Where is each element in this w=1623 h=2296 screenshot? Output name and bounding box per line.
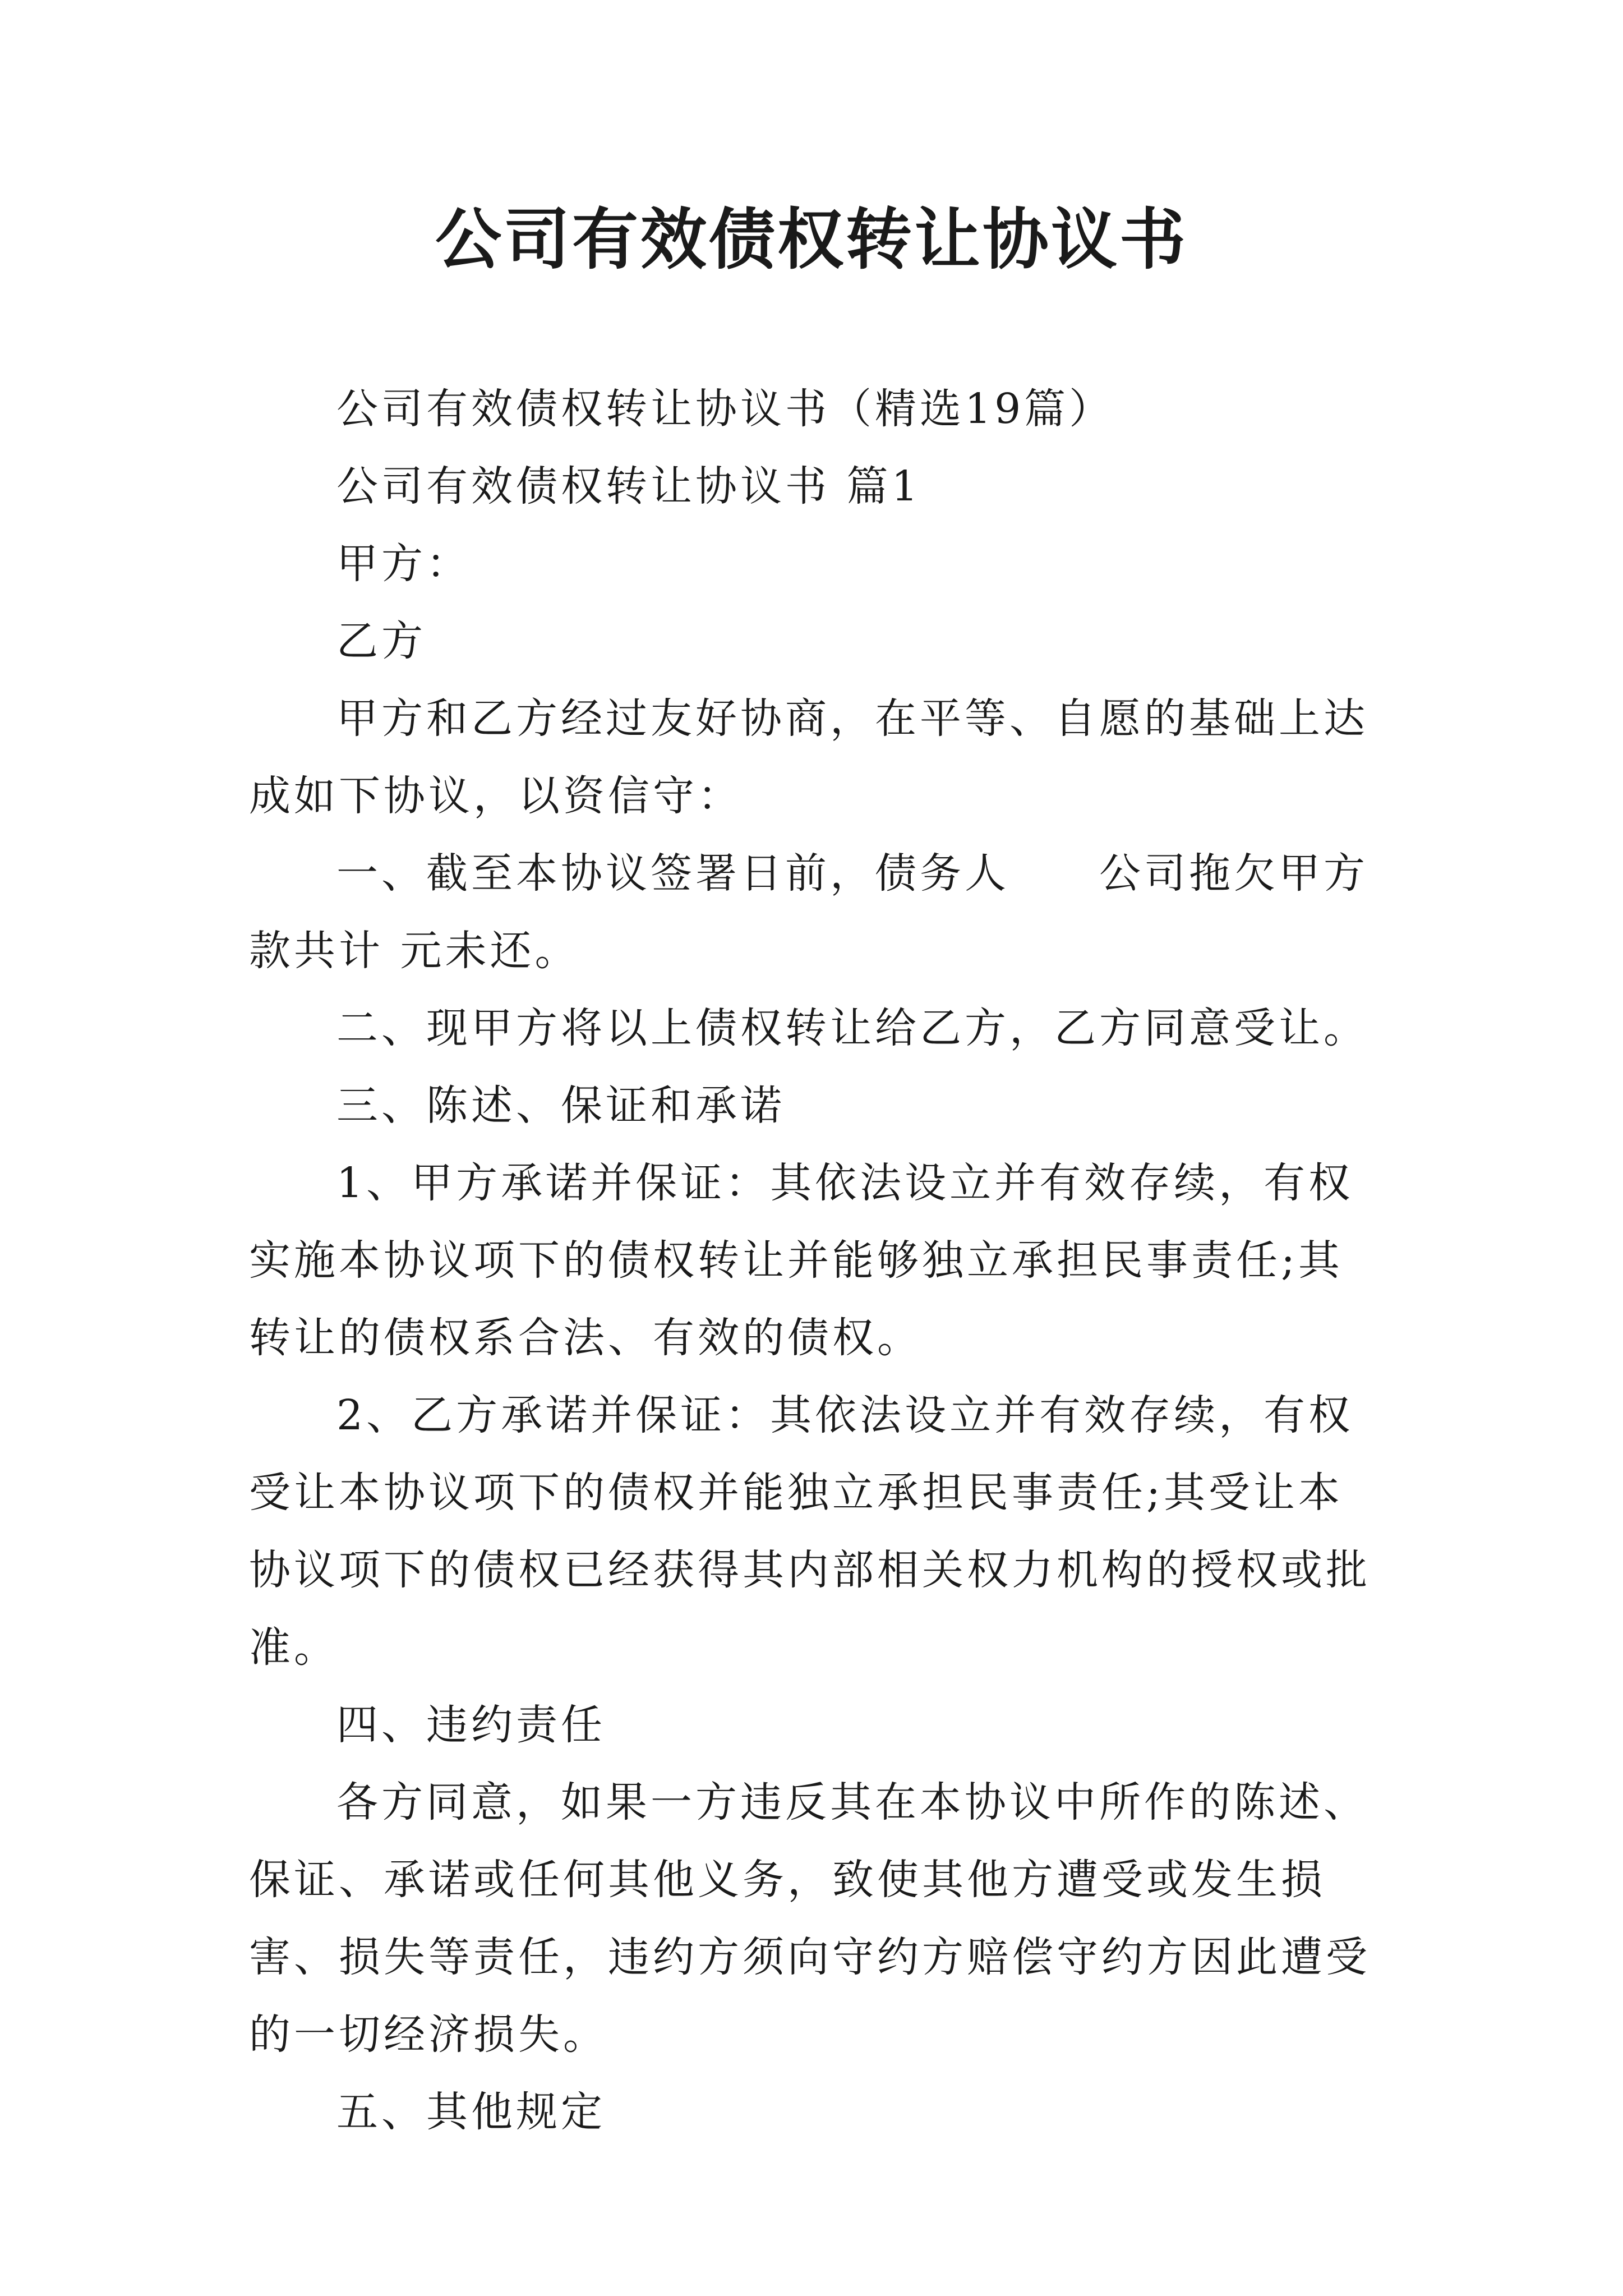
paragraph-clause-4-body: 各方同意，如果一方违反其在本协议中所作的陈述、保证、承诺或任何其他义务，致使其他方遭受或发生损害、损失等责任，违约方须向守约方赔偿守约方因此遭受的一切经济损失。 (249, 1778, 1371, 2059)
paragraph-party-a: 甲方： (336, 540, 471, 588)
paragraph-subtitle: 公司有效债权转让协议书（精选19篇） (336, 385, 1114, 433)
paragraph-clause-3-2: 2、乙方承诺并保证：其依法设立并有效存续，有权受让本协议项下的债权并能独立承担民事责任;其受让本协议项下的债权已经获得其内部相关权力机构的授权或批准。 (249, 1391, 1371, 1672)
paragraph-clause-3-heading: 三、陈述、保证和承诺 (336, 1082, 785, 1130)
paragraph-clause-3-1: 1、甲方承诺并保证：其依法设立并有效存续，有权实施本协议项下的债权转让并能够独立承担民事责任;其转让的债权系合法、有效的债权。 (249, 1159, 1354, 1362)
paragraph-clause-5-heading: 五、其他规定 (336, 2088, 606, 2136)
paragraph-section-heading: 公司有效债权转让协议书 篇1 (336, 462, 921, 510)
paragraph-clause-1: 一、截至本协议签署日前，债务人 公司拖欠甲方 款共计 元未还。 (249, 849, 1368, 975)
document-body (249, 370, 1387, 2151)
paragraph-clause-4-heading: 四、违约责任 (336, 1701, 606, 1749)
document-title: 公司有效债权转让协议书 (435, 201, 1188, 278)
paragraph-party-b: 乙方 (336, 617, 426, 665)
paragraph-clause-2: 二、现甲方将以上债权转让给乙方，乙方同意受让。 (336, 1004, 1368, 1052)
paragraph-preamble: 甲方和乙方经过友好协商，在平等、自愿的基础上达成如下协议，以资信守： (249, 694, 1368, 820)
